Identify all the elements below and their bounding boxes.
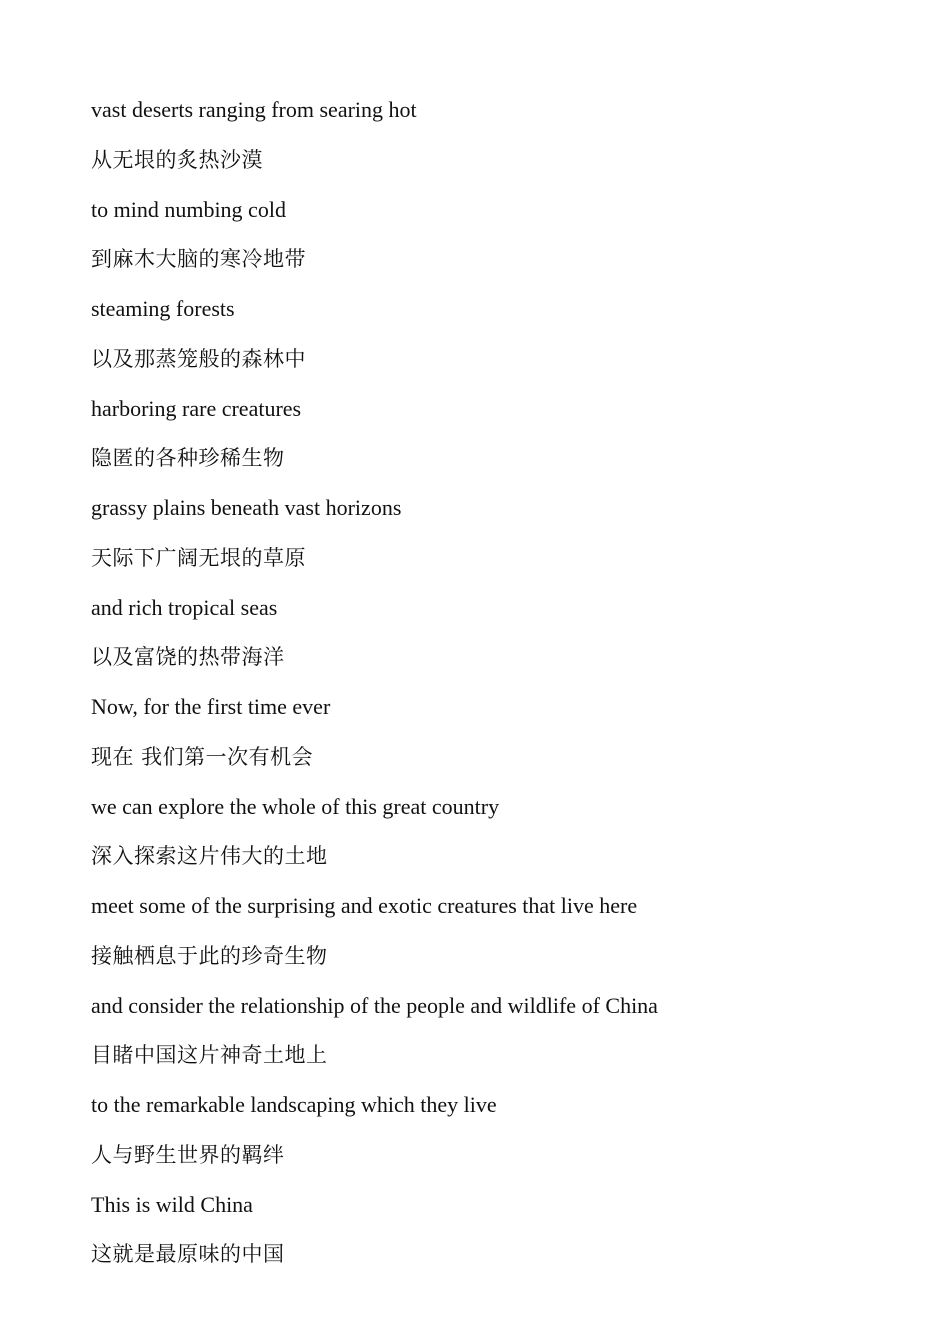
subtitle-line-zh: 天际下广阔无垠的草原	[91, 545, 306, 570]
subtitle-line-en: grassy plains beneath vast horizons	[91, 495, 402, 520]
subtitle-line-en: vast deserts ranging from searing hot	[91, 97, 417, 122]
subtitle-line-en: to mind numbing cold	[91, 196, 286, 222]
subtitle-line-en: harboring rare creatures	[91, 395, 302, 421]
subtitle-line-zh: 隐匿的各种珍稀生物	[91, 446, 285, 471]
subtitle-line-zh: 现在 我们第一次有机会	[91, 744, 314, 769]
subtitle-line-en: This is wild China	[91, 1191, 253, 1217]
subtitle-line-en: steaming forests	[91, 296, 235, 321]
subtitle-line-zh: 接触栖息于此的珍奇生物	[91, 943, 328, 968]
subtitle-line-en: Now, for the first time ever	[91, 694, 331, 719]
subtitle-line-zh: 到麻木大脑的寒冷地带	[91, 247, 306, 272]
document-page	[91, 92, 911, 1286]
subtitle-line-zh: 这就是最原味的中国	[91, 1242, 285, 1267]
subtitle-line-en: to the remarkable landscaping which they live	[91, 1092, 497, 1117]
subtitle-line-en: and rich tropical seas	[91, 594, 278, 620]
subtitle-line-zh: 以及富饶的热带海洋	[91, 645, 285, 670]
subtitle-line-en: we can explore the whole of this great country	[91, 793, 500, 819]
subtitle-line-zh: 以及那蒸笼般的森林中	[91, 346, 306, 371]
subtitle-line-zh: 目睹中国这片神奇土地上	[91, 1043, 328, 1068]
subtitle-line-en: meet some of the surprising and exotic creatures that live here	[91, 893, 638, 918]
subtitle-line-en: and consider the relationship of the people and wildlife of China	[91, 992, 658, 1018]
subtitle-line-zh: 深入探索这片伟大的土地	[91, 844, 328, 869]
subtitle-line-zh: 从无垠的炙热沙漠	[91, 147, 263, 172]
subtitle-line-zh: 人与野生世界的羁绊	[91, 1142, 285, 1167]
